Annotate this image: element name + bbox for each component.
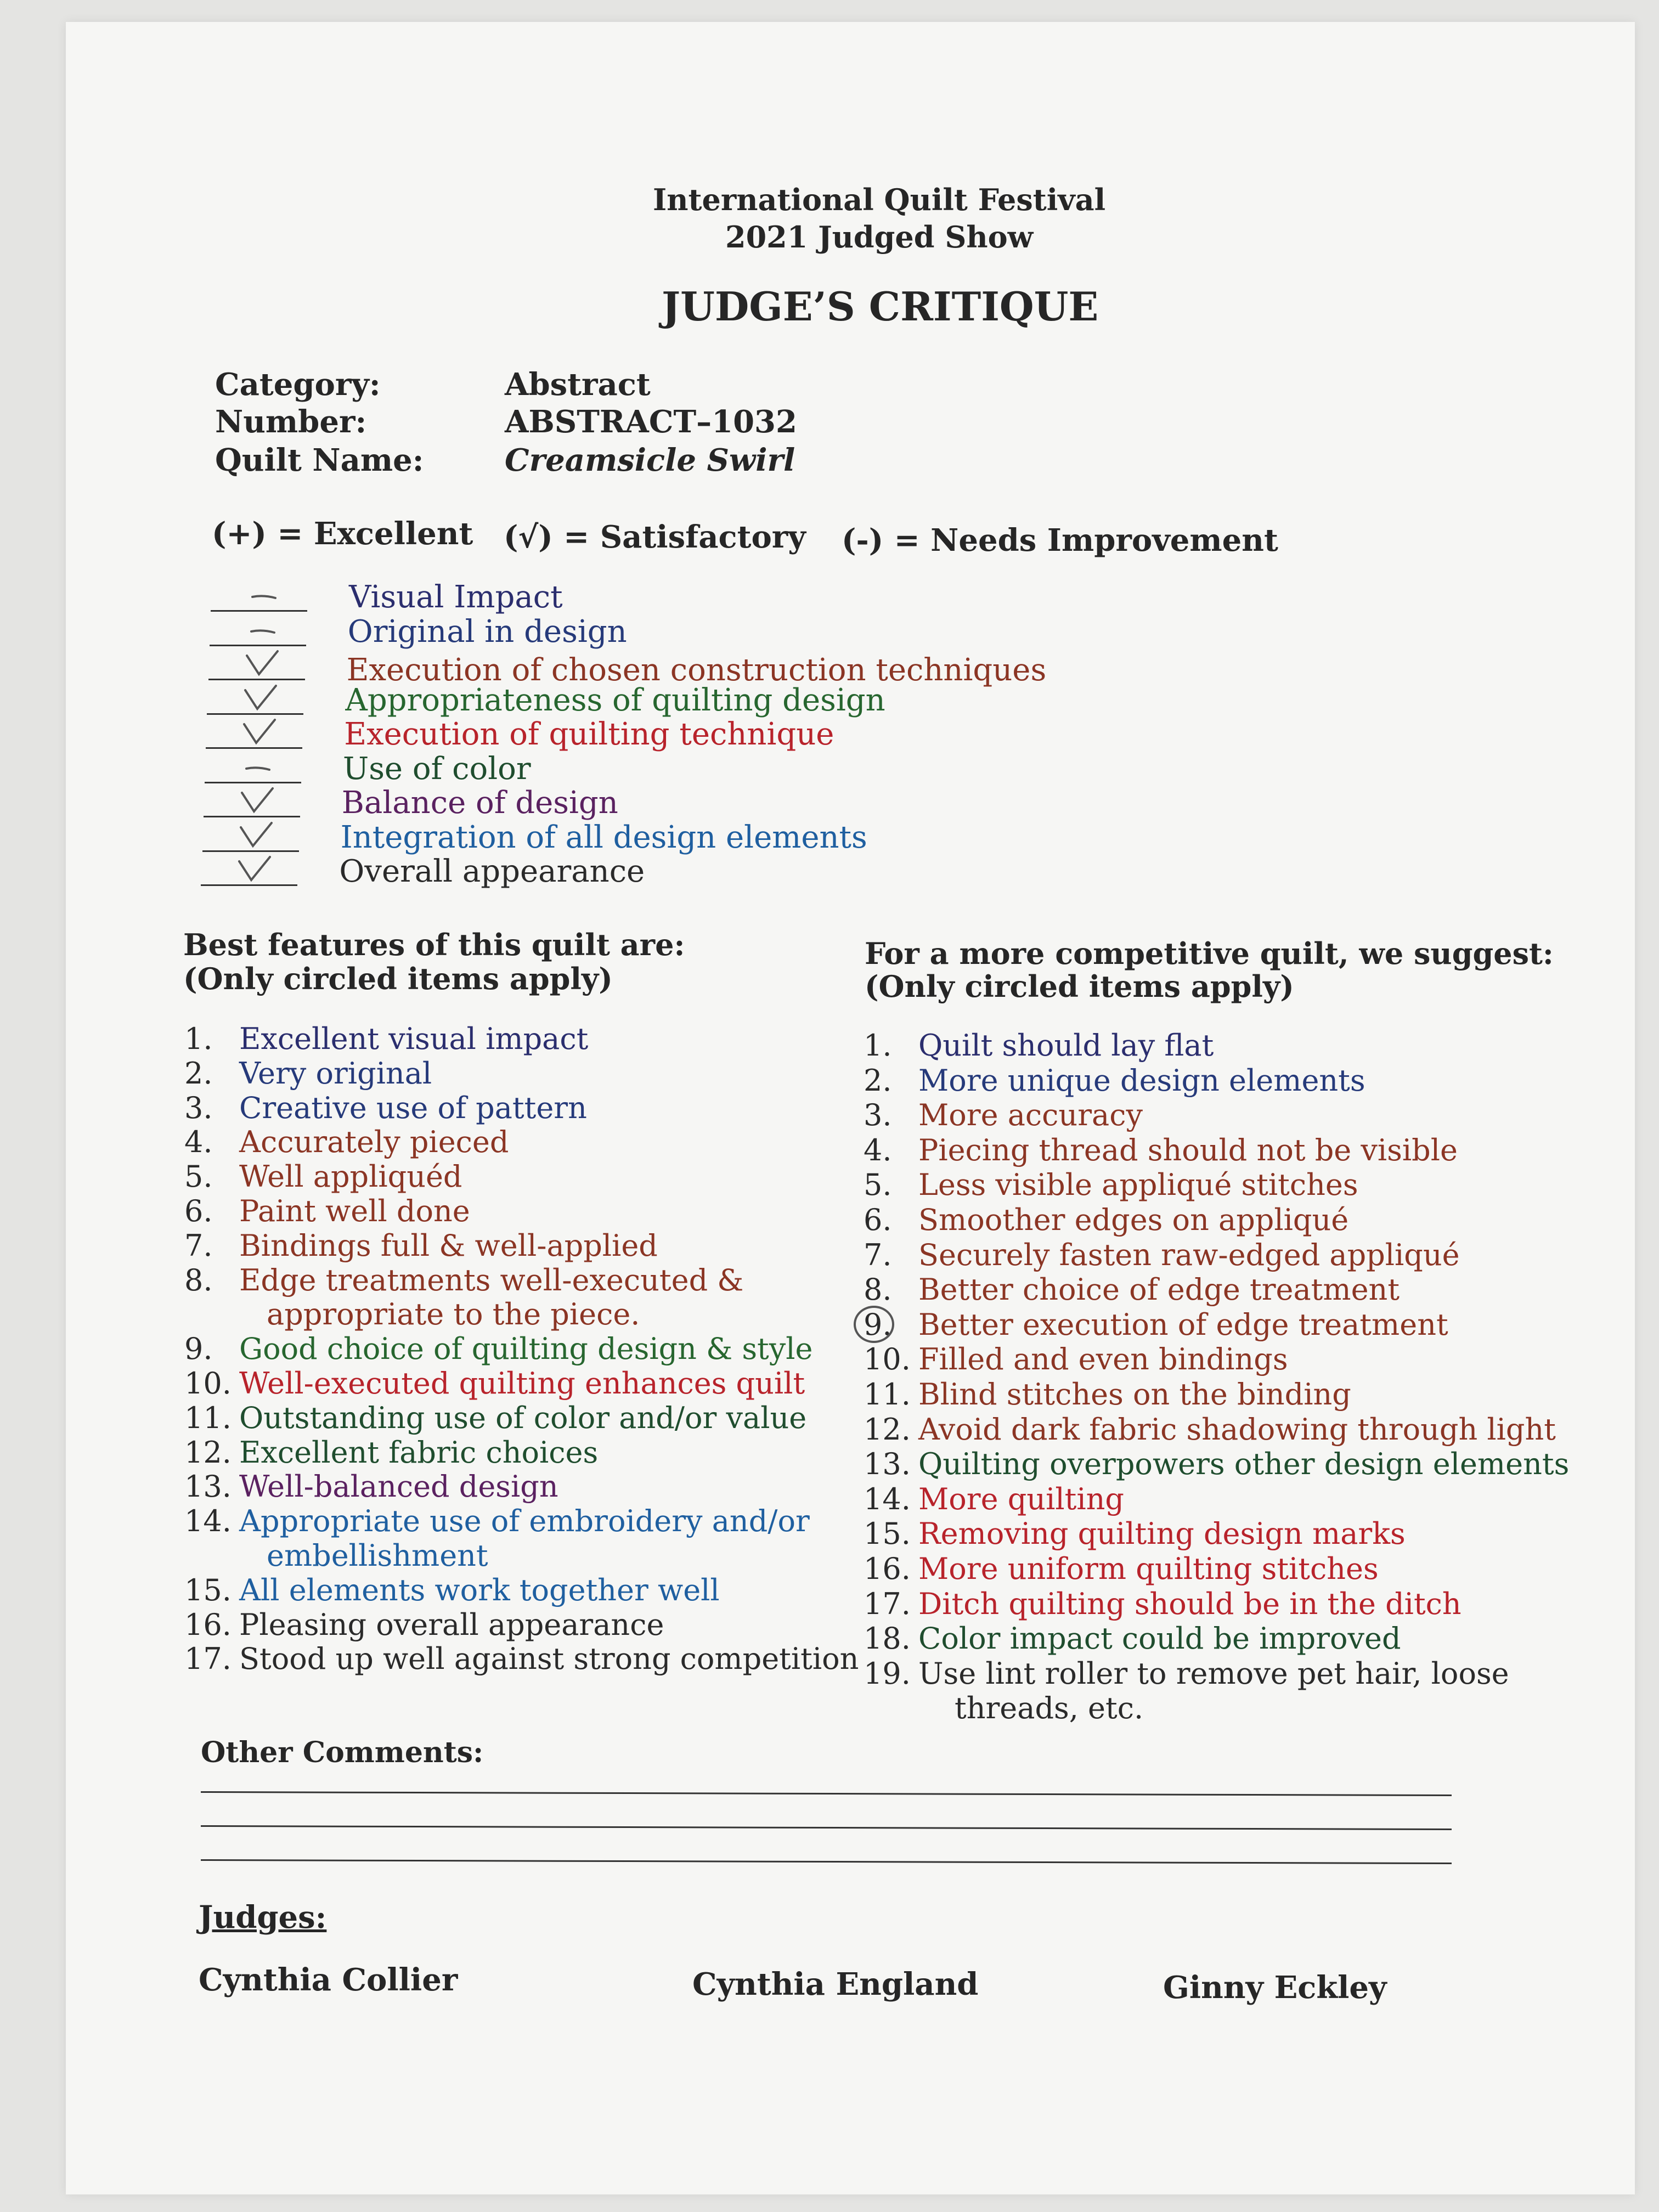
list-item xyxy=(864,1307,1448,1342)
check-mark-icon xyxy=(234,785,278,820)
item-number: 13. xyxy=(864,1447,911,1482)
list-item xyxy=(184,1263,743,1297)
item-number: 17. xyxy=(184,1641,232,1677)
item-number: 10. xyxy=(184,1366,232,1401)
item-number: 14. xyxy=(864,1481,911,1516)
judge-name: Cynthia England xyxy=(692,1966,979,2002)
list-item xyxy=(864,1516,1406,1551)
criterion-label: Execution of quilting technique xyxy=(344,716,834,752)
list-item xyxy=(184,1435,598,1470)
item-text: Well appliquéd xyxy=(239,1159,462,1194)
judge-name: Ginny Eckley xyxy=(1163,1970,1387,2006)
item-text: Good choice of quilting design & style xyxy=(239,1331,813,1367)
check-mark-icon xyxy=(232,854,275,889)
category-value: Abstract xyxy=(505,366,651,403)
list-item xyxy=(864,1447,1569,1481)
item-text: Pleasing overall appearance xyxy=(239,1607,664,1642)
list-item xyxy=(864,1342,1288,1376)
item-text: Ditch quilting should be in the ditch xyxy=(918,1586,1462,1621)
list-item xyxy=(864,1098,1143,1132)
list-item xyxy=(267,1297,640,1331)
dash-mark-icon xyxy=(241,579,285,614)
item-text: All elements work together well xyxy=(239,1572,720,1607)
other-comments-label: Other Comments: xyxy=(201,1736,484,1769)
item-number: 8. xyxy=(864,1272,892,1307)
item-number: 6. xyxy=(864,1203,892,1237)
list-item xyxy=(955,1691,1143,1725)
item-text: Better choice of edge treatment xyxy=(918,1272,1400,1307)
item-number: 7. xyxy=(864,1237,892,1272)
list-item xyxy=(184,1641,859,1676)
list-item xyxy=(184,1159,462,1194)
item-text: Less visible appliqué stitches xyxy=(918,1167,1358,1203)
item-number: 5. xyxy=(184,1159,213,1194)
criterion-label: Integration of all design elements xyxy=(340,819,867,855)
item-text: Stood up well against strong competition xyxy=(239,1641,859,1677)
festival-title: International Quilt Festival xyxy=(653,182,1106,217)
item-number: 1. xyxy=(184,1022,213,1056)
item-text: Better execution of edge treatment xyxy=(918,1307,1448,1342)
item-number: 2. xyxy=(864,1063,892,1098)
item-text: Use lint roller to remove pet hair, loose xyxy=(918,1656,1509,1691)
legend-excellent: (+) = Excellent xyxy=(212,516,473,552)
item-text: More uniform quilting stitches xyxy=(918,1551,1379,1586)
criterion-label: Overall appearance xyxy=(339,854,645,889)
list-item xyxy=(184,1022,588,1056)
item-number: 16. xyxy=(864,1551,911,1586)
criterion-label: Balance of design xyxy=(341,785,618,821)
item-number: 16. xyxy=(184,1607,232,1642)
list-item xyxy=(184,1401,806,1435)
item-text: Edge treatments well-executed & xyxy=(239,1262,744,1297)
list-item xyxy=(864,1621,1401,1656)
check-mark-icon xyxy=(238,682,281,718)
best-features-heading: Best features of this quilt are: xyxy=(183,927,685,962)
item-text: appropriate to the piece. xyxy=(267,1297,640,1332)
list-item xyxy=(864,1551,1379,1586)
item-number: 3. xyxy=(184,1090,213,1125)
item-number: 1. xyxy=(864,1028,892,1063)
item-text: Accurately pieced xyxy=(239,1125,509,1160)
criterion-label: Execution of chosen construction techniques xyxy=(346,652,1047,688)
item-text: More accuracy xyxy=(918,1098,1143,1133)
item-text: Securely fasten raw-edged appliqué xyxy=(918,1237,1460,1272)
list-item xyxy=(864,1133,1458,1167)
judge-name: Cynthia Collier xyxy=(199,1962,458,1998)
category-label: Category: xyxy=(215,366,381,403)
item-text: Piecing thread should not be visible xyxy=(918,1132,1458,1167)
dash-mark-icon xyxy=(240,614,284,649)
criterion-label: Original in design xyxy=(347,613,627,650)
list-item xyxy=(864,1587,1462,1621)
item-text: Quilt should lay flat xyxy=(918,1028,1214,1063)
list-item xyxy=(184,1056,432,1091)
item-number: 4. xyxy=(864,1132,892,1167)
list-item xyxy=(184,1228,658,1263)
list-item xyxy=(184,1469,558,1504)
item-number: 9. xyxy=(864,1307,892,1342)
list-item xyxy=(864,1482,1124,1516)
list-item xyxy=(864,1656,1509,1691)
list-item xyxy=(184,1125,509,1159)
list-item xyxy=(184,1366,805,1401)
item-number: 12. xyxy=(184,1435,232,1470)
list-item xyxy=(267,1538,488,1573)
item-text: Outstanding use of color and/or value xyxy=(239,1400,807,1435)
list-item xyxy=(864,1412,1556,1447)
list-item xyxy=(864,1167,1358,1202)
check-mark-icon xyxy=(239,648,283,683)
check-mark-icon xyxy=(236,716,280,752)
item-text: Well-executed quilting enhances quilt xyxy=(239,1366,805,1401)
item-number: 2. xyxy=(184,1056,213,1091)
item-number: 14. xyxy=(184,1504,232,1539)
list-item xyxy=(864,1272,1400,1307)
item-text: Bindings full & well-applied xyxy=(239,1228,658,1263)
list-item xyxy=(184,1091,587,1125)
criterion-label: Use of color xyxy=(343,751,531,787)
item-text: Removing quilting design marks xyxy=(918,1516,1406,1551)
judges-label: Judges: xyxy=(199,1899,327,1936)
dash-mark-icon xyxy=(235,751,279,786)
item-text: Excellent visual impact xyxy=(239,1022,589,1056)
item-text: Filled and even bindings xyxy=(918,1342,1288,1377)
list-item xyxy=(864,1028,1214,1063)
item-text: Smoother edges on appliqué xyxy=(918,1203,1349,1237)
item-number: 17. xyxy=(864,1586,911,1621)
criterion-label: Appropriateness of quilting design xyxy=(345,682,885,718)
item-number: 7. xyxy=(184,1228,213,1263)
item-number: 3. xyxy=(864,1098,892,1133)
item-text: Very original xyxy=(239,1056,432,1091)
item-text: threads, etc. xyxy=(955,1691,1144,1726)
number-label: Number: xyxy=(215,404,367,440)
item-text: Creative use of pattern xyxy=(239,1090,587,1125)
item-text: Well-balanced design xyxy=(239,1469,558,1504)
item-text: Paint well done xyxy=(239,1194,470,1228)
item-text: Blind stitches on the binding xyxy=(918,1377,1351,1412)
list-item xyxy=(864,1203,1348,1237)
show-title: 2021 Judged Show xyxy=(725,219,1034,255)
legend-needs-improvement: (-) = Needs Improvement xyxy=(842,522,1278,558)
item-text: Excellent fabric choices xyxy=(239,1435,599,1470)
list-item xyxy=(864,1238,1460,1272)
item-text: Appropriate use of embroidery and/or xyxy=(239,1504,810,1539)
list-item xyxy=(864,1377,1351,1412)
item-text: More quilting xyxy=(918,1481,1124,1516)
item-number: 8. xyxy=(184,1262,213,1297)
item-number: 10. xyxy=(864,1342,911,1377)
item-number: 5. xyxy=(864,1167,892,1203)
item-text: embellishment xyxy=(267,1538,488,1573)
item-text: Quilting overpowers other design elements xyxy=(918,1447,1570,1482)
best-features-subheading: (Only circled items apply) xyxy=(183,961,613,996)
item-number: 18. xyxy=(864,1621,911,1656)
item-number: 13. xyxy=(184,1469,232,1504)
suggestions-subheading: (Only circled items apply) xyxy=(865,969,1294,1004)
item-number: 9. xyxy=(184,1331,213,1367)
item-text: Color impact could be improved xyxy=(918,1621,1401,1656)
quilt-name-label: Quilt Name: xyxy=(215,442,424,478)
suggestions-heading: For a more competitive quilt, we suggest: xyxy=(865,936,1554,971)
item-number: 15. xyxy=(184,1572,232,1607)
item-number: 15. xyxy=(864,1516,911,1551)
item-number: 11. xyxy=(864,1377,911,1412)
quilt-name-value: Creamsicle Swirl xyxy=(505,442,795,478)
list-item xyxy=(184,1194,470,1228)
list-item xyxy=(184,1331,813,1366)
circled-item-marker xyxy=(854,1306,894,1343)
criterion-label: Visual Impact xyxy=(349,579,563,615)
list-item xyxy=(184,1504,810,1538)
list-item xyxy=(184,1607,664,1642)
list-item xyxy=(864,1063,1365,1098)
item-text: Avoid dark fabric shadowing through light xyxy=(918,1412,1556,1447)
list-item xyxy=(184,1573,720,1607)
page-title: JUDGE’S CRITIQUE xyxy=(662,283,1099,330)
item-number: 4. xyxy=(184,1125,213,1160)
legend-satisfactory: (√) = Satisfactory xyxy=(504,519,806,555)
number-value: ABSTRACT–1032 xyxy=(505,404,797,440)
item-text: More unique design elements xyxy=(918,1063,1365,1098)
item-number: 11. xyxy=(184,1400,232,1435)
check-mark-icon xyxy=(233,820,277,855)
item-number: 6. xyxy=(184,1194,213,1228)
item-number: 12. xyxy=(864,1412,911,1447)
item-number: 19. xyxy=(864,1656,911,1691)
